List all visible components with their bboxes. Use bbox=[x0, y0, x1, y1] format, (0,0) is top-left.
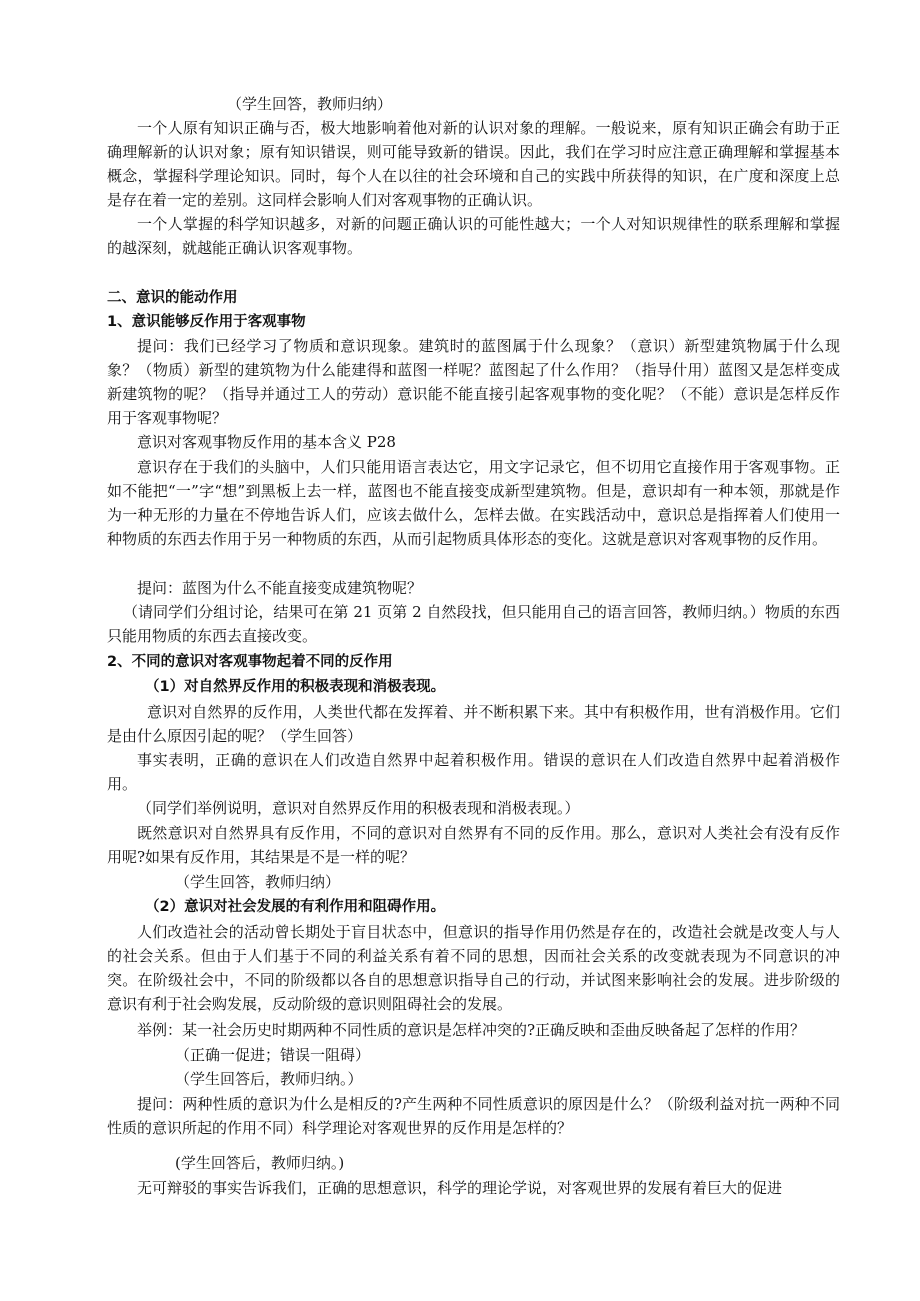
paragraph-consciousness-exists: 意识存在于我们的头脑中，人们只能用语言表达它，用文字记录它，但不切用它直接作用于客观事物。正如不能把“一”字“想”到黑板上去一样，蓝图也不能直接变成新型建筑物。但是，意识却有一种本领，那就是作为一种无形的力量在不停地告诉人们，应该去做什么，怎样去做。在实践活动中，意识总是指挥着人们使用一种物质的东西去作用于另一种物质的东西，从而引起物质具体形态的变化。这就是意识对客观事物的反作用。 bbox=[107, 458, 840, 548]
paragraph-indisputable-facts: 无可辩驳的事实告诉我们，正确的思想意识，科学的理论学说，对客观世界的发展有着巨大的促进 bbox=[137, 1179, 783, 1197]
paragraph-nature-reaction: 意识对自然界的反作用，人类世代都在发挥着、并不断积累下来。其中有积极作用，世有消极作用。它们是由什么原因引起的呢？（学生回答） bbox=[107, 703, 840, 745]
correct-wrong-note: （正确一促进；错误一阻碍） bbox=[175, 1046, 371, 1064]
student-answer-note-1: （学生回答，教师归纳） bbox=[227, 95, 393, 113]
paragraph-social-development: 人们改造社会的活动曾长期处于盲目状态中，但意识的指导作用仍然是存在的，改造社会就是改变人与人的社会关系。但由于人们基于不同的利益关系有着不同的思想，因而社会关系的改变就表现为不同意识的冲突。在阶级社会中，不同的阶级都以各自的思想意识指导自己的行动，并试图来影响社会的发展。进步阶级的意识有利于社会购发展，反动阶级的意识则阻碍社会的发展。 bbox=[107, 923, 840, 1013]
student-answer-note-4: (学生回答后，教师归纳。) bbox=[175, 1154, 345, 1172]
student-answer-note-3: （学生回答后，教师归纳。） bbox=[175, 1070, 363, 1088]
subsection-heading-1: 1、意识能够反作用于客观事物 bbox=[107, 314, 306, 330]
student-answer-note-2: （学生回答，教师归纳） bbox=[175, 873, 341, 891]
point-heading-2: （2）意识对社会发展的有利作用和阻碍作用。 bbox=[145, 899, 446, 915]
point-heading-1: （1）对自然界反作用的积极表现和消极表现。 bbox=[145, 679, 446, 695]
paragraph-society-reaction: 既然意识对自然界具有反作用，不同的意识对自然界有不同的反作用。那么，意识对人类社会有没有反作用呢?如果有反作用，其结果是不是一样的呢？ bbox=[107, 824, 840, 866]
section-heading-2: 二、意识的能动作用 bbox=[107, 290, 238, 306]
subsection-heading-2: 2、不同的意识对客观事物起着不同的反作用 bbox=[107, 654, 393, 670]
question-blueprint-building: 提问：蓝图为什么不能直接变成建筑物呢？ bbox=[137, 579, 423, 597]
question-blueprint: 提问：我们已经学习了物质和意识现象。建筑时的蓝图属于什么现象？（意识）新型建筑物属于什么现象？（物质）新型的建筑物为什么能建得和蓝图一样呢？蓝图起了什么作用？（指导什用）蓝图又是怎样变成新建筑物的呢？（指导并通过工人的劳动）意识能不能直接引起客观事物的变化呢？（不能）意识是怎样反作用于客观事物呢？ bbox=[107, 337, 840, 427]
basic-meaning-note: 意识对客观事物反作用的基本含义 P28 bbox=[137, 433, 396, 451]
paragraph-more-knowledge: 一个人掌握的科学知识越多，对新的问题正确认识的可能性越大；一个人对知识规律性的联系理解和掌握的越深刻，就越能正确认识客观事物。 bbox=[107, 215, 840, 257]
paragraph-facts-show: 事实表明，正确的意识在人们改造自然界中起着积极作用。错误的意识在人们改造自然界中起着消极作用。 bbox=[107, 751, 840, 793]
group-discussion-note: （请同学们分组讨论，结果可在第 21 页第 2 自然段找，但只能用自己的语言回答，教师归纳。）物质的东西只能用物质的东西去直接改变。 bbox=[107, 603, 840, 645]
paragraph-prior-knowledge: 一个人原有知识正确与否，极大地影响着他对新的认识对象的理解。一般说来，原有知识正确会有助于正确理解新的认识对象；原有知识错误，则可能导致新的错误。因此，我们在学习时应注意正确理解和掌握基本概念，掌握科学理论知识。同时，每个人在以往的社会环境和自己的实践中所获得的知识，在广度和深度上总是存在着一定的差别。这同样会影响人们对客观事物的正确认识。 bbox=[107, 119, 840, 209]
question-two-natures: 提问：两种性质的意识为什么是相反的?产生两种不同性质意识的原因是什么？（阶级利益对抗一两种不同性质的意识所起的作用不同）科学理论对客观世界的反作用是怎样的？ bbox=[107, 1095, 840, 1137]
examples-note: （同学们举例说明，意识对自然界反作用的积极表现和消极表现。） bbox=[137, 799, 580, 817]
example-question: 举例：某一社会历史时期两种不同性质的意识是怎样冲突的?正确反映和歪曲反映备起了怎样的作用？ bbox=[137, 1021, 806, 1039]
